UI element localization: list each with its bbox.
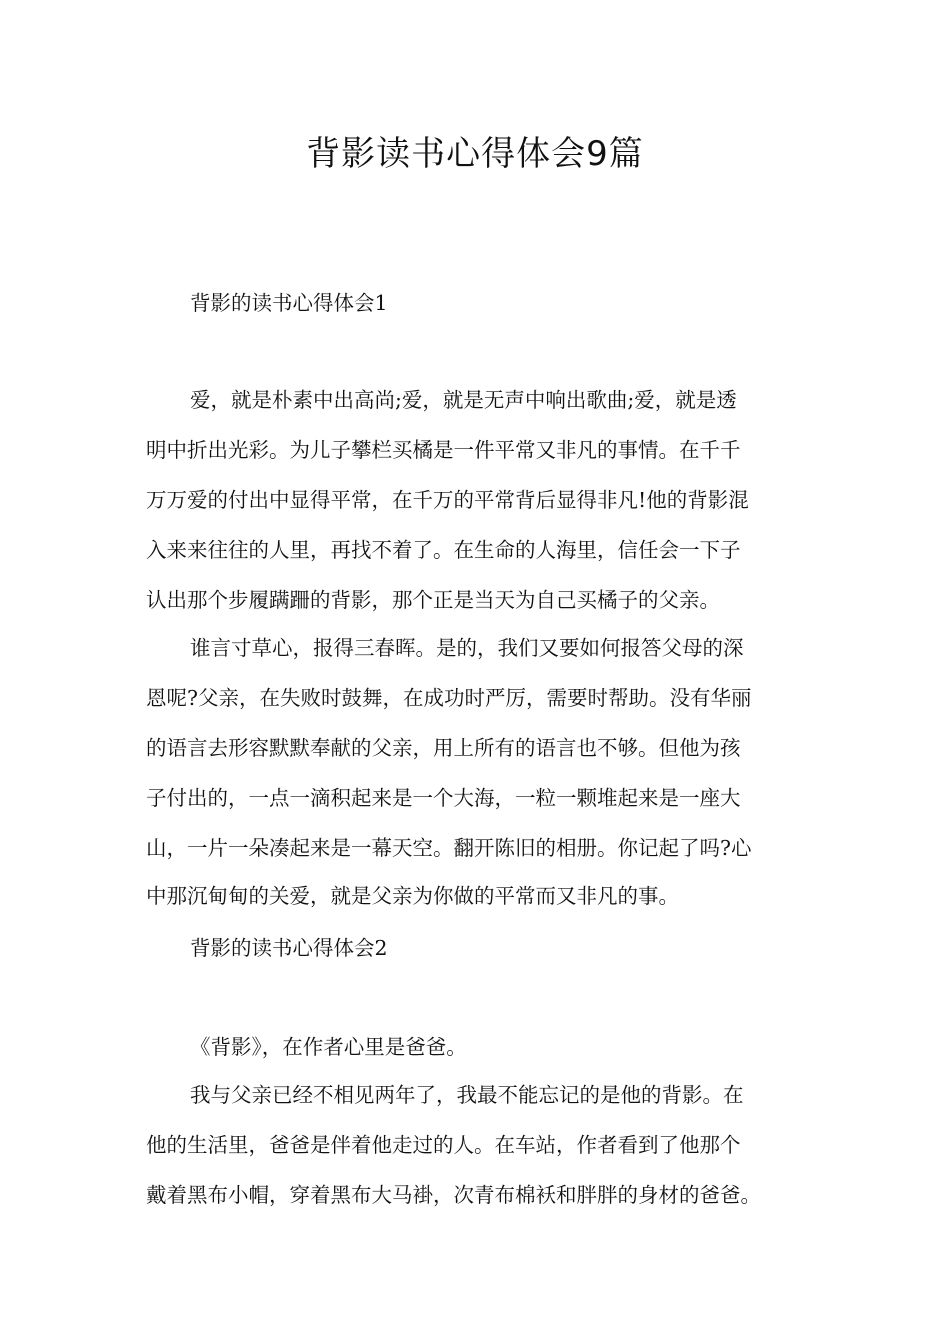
paragraph-line: 谁言寸草心，报得三春晖。是的，我们又要如何报答父母的深 [190, 636, 744, 660]
paragraph-line: 戴着黑布小帽，穿着黑布大马褂，次青布棉袄和胖胖的身材的爸爸。 [146, 1183, 761, 1207]
document-title: 背影读书心得体会9篇 [306, 134, 644, 174]
paragraph-line: 万万爱的付出中显得平常，在千万的平常背后显得非凡!他的背影混 [146, 488, 749, 512]
section-heading-1: 背影的读书心得体会1 [190, 291, 388, 315]
paragraph-line: 认出那个步履蹒跚的背影，那个正是当天为自己买橘子的父亲。 [146, 588, 720, 612]
paragraph-line: 山，一片一朵凑起来是一幕天空。翻开陈旧的相册。你记起了吗?心 [146, 836, 752, 860]
paragraph-line: 爱，就是朴素中出高尚;爱，就是无声中响出歌曲;爱，就是透 [190, 388, 737, 412]
paragraph-line: 子付出的，一点一滴积起来是一个大海，一粒一颗堆起来是一座大 [146, 786, 741, 810]
paragraph-line: 《背影》，在作者心里是爸爸。 [190, 1035, 467, 1059]
paragraph-line: 恩呢?父亲，在失败时鼓舞，在成功时严厉，需要时帮助。没有华丽 [146, 686, 752, 710]
paragraph-line: 入来来往往的人里，再找不着了。在生命的人海里，信任会一下子 [146, 538, 741, 562]
paragraph-line: 中那沉甸甸的关爱，就是父亲为你做的平常而又非凡的事。 [146, 884, 679, 908]
paragraph-line: 我与父亲已经不相见两年了，我最不能忘记的是他的背影。在 [190, 1083, 744, 1107]
paragraph-line: 的语言去形容默默奉献的父亲，用上所有的语言也不够。但他为孩 [146, 736, 741, 760]
section-heading-2: 背影的读书心得体会2 [190, 936, 388, 960]
paragraph-line: 明中折出光彩。为儿子攀栏买橘是一件平常又非凡的事情。在千千 [146, 438, 741, 462]
paragraph-line: 他的生活里，爸爸是伴着他走过的人。在车站，作者看到了他那个 [146, 1133, 741, 1157]
